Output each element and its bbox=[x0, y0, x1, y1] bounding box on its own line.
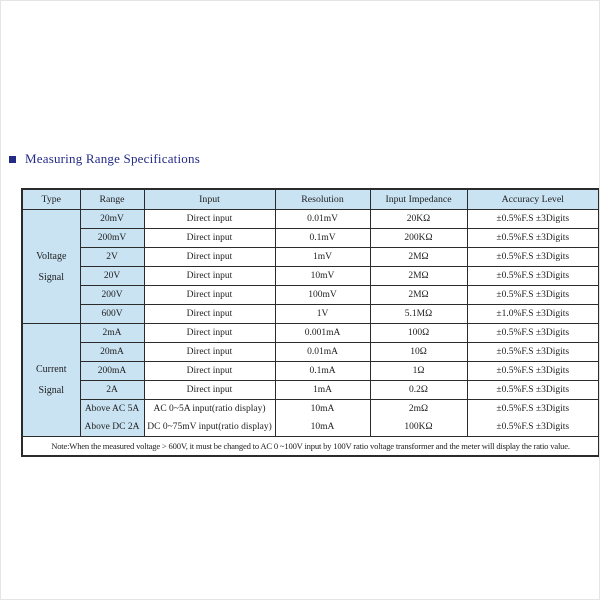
resolution-cell: 0.01mA bbox=[275, 343, 370, 362]
range-cell: 200V bbox=[80, 286, 144, 305]
input-cell: Direct input bbox=[144, 324, 275, 343]
impedance-cell: 2MΩ bbox=[370, 248, 467, 267]
range-cell: 2mA bbox=[80, 324, 144, 343]
range-cell: Above AC 5A bbox=[80, 400, 144, 419]
accuracy-cell: ±1.0%F.S ±3Digits bbox=[467, 305, 599, 324]
header-cell-accuracy: Accuracy Level bbox=[467, 189, 599, 210]
range-cell: 2A bbox=[80, 381, 144, 400]
header-cell-impedance: Input Impedance bbox=[370, 189, 467, 210]
table-row bbox=[22, 381, 599, 400]
accuracy-cell: ±0.5%F.S ±3Digits bbox=[467, 362, 599, 381]
impedance-cell: 20KΩ bbox=[370, 210, 467, 229]
impedance-cell: 0.2Ω bbox=[370, 381, 467, 400]
header-cell-input: Input bbox=[144, 189, 275, 210]
accuracy-cell: ±0.5%F.S ±3Digits bbox=[467, 248, 599, 267]
table-row bbox=[22, 400, 599, 419]
impedance-cell: 100Ω bbox=[370, 324, 467, 343]
range-cell: 200mA bbox=[80, 362, 144, 381]
table-row bbox=[22, 267, 599, 286]
impedance-cell: 5.1MΩ bbox=[370, 305, 467, 324]
type-cell-current bbox=[22, 324, 80, 437]
table-row bbox=[22, 305, 599, 324]
resolution-cell: 10mV bbox=[275, 267, 370, 286]
table-row bbox=[22, 343, 599, 362]
header-row bbox=[22, 189, 599, 210]
range-cell: Above DC 2A bbox=[80, 418, 144, 437]
table-row bbox=[22, 286, 599, 305]
input-cell: Direct input bbox=[144, 381, 275, 400]
range-cell: 2V bbox=[80, 248, 144, 267]
range-cell: 20V bbox=[80, 267, 144, 286]
table-row bbox=[22, 418, 599, 437]
type-cell-voltage bbox=[22, 210, 80, 324]
input-cell: DC 0~75mV input(ratio display) bbox=[144, 418, 275, 437]
resolution-cell: 0.1mV bbox=[275, 229, 370, 248]
impedance-cell: 10Ω bbox=[370, 343, 467, 362]
type-label-line: Current bbox=[35, 364, 67, 375]
resolution-cell: 100mV bbox=[275, 286, 370, 305]
resolution-cell: 10mA bbox=[275, 418, 370, 437]
accuracy-cell: ±0.5%F.S ±3Digits bbox=[467, 324, 599, 343]
range-cell: 600V bbox=[80, 305, 144, 324]
accuracy-cell: ±0.5%F.S ±3Digits bbox=[467, 229, 599, 248]
resolution-cell: 0.001mA bbox=[275, 324, 370, 343]
accuracy-cell: ±0.5%F.S ±3Digits bbox=[467, 210, 599, 229]
header-cell-range: Range bbox=[80, 189, 144, 210]
impedance-cell: 2MΩ bbox=[370, 267, 467, 286]
accuracy-cell: ±0.5%F.S ±3Digits bbox=[467, 381, 599, 400]
impedance-cell: 2mΩ bbox=[370, 400, 467, 419]
impedance-cell: 2MΩ bbox=[370, 286, 467, 305]
section-title bbox=[9, 151, 200, 167]
table-row bbox=[22, 229, 599, 248]
input-cell: AC 0~5A input(ratio display) bbox=[144, 400, 275, 419]
square-bullet-icon bbox=[9, 156, 16, 163]
type-label-line: Signal bbox=[38, 385, 65, 396]
header-cell-resolution: Resolution bbox=[275, 189, 370, 210]
type-label-line: Voltage bbox=[36, 250, 67, 262]
input-cell: Direct input bbox=[144, 229, 275, 248]
input-cell: Direct input bbox=[144, 305, 275, 324]
accuracy-cell: ±0.5%F.S ±3Digits bbox=[467, 400, 599, 419]
table-row bbox=[22, 362, 599, 381]
range-cell: 20mV bbox=[80, 210, 144, 229]
type-label-line: Signal bbox=[38, 271, 65, 283]
input-cell: Direct input bbox=[144, 286, 275, 305]
resolution-cell: 1mV bbox=[275, 248, 370, 267]
impedance-cell: 100KΩ bbox=[370, 418, 467, 437]
input-cell: Direct input bbox=[144, 343, 275, 362]
table-row bbox=[22, 248, 599, 267]
section-title-label: Measuring Range Specifications bbox=[25, 151, 200, 166]
accuracy-cell: ±0.5%F.S ±3Digits bbox=[467, 286, 599, 305]
table-row bbox=[22, 210, 599, 229]
resolution-cell: 1V bbox=[275, 305, 370, 324]
input-cell: Direct input bbox=[144, 248, 275, 267]
input-cell: Direct input bbox=[144, 210, 275, 229]
range-cell: 20mA bbox=[80, 343, 144, 362]
resolution-cell: 1mA bbox=[275, 381, 370, 400]
note-row bbox=[22, 437, 599, 457]
measuring-range-table bbox=[21, 188, 600, 457]
impedance-cell: 1Ω bbox=[370, 362, 467, 381]
header-cell-type: Type bbox=[22, 189, 80, 210]
input-cell: Direct input bbox=[144, 267, 275, 286]
input-cell: Direct input bbox=[144, 362, 275, 381]
table-row bbox=[22, 324, 599, 343]
range-cell: 200mV bbox=[80, 229, 144, 248]
impedance-cell: 200KΩ bbox=[370, 229, 467, 248]
resolution-cell: 0.01mV bbox=[275, 210, 370, 229]
accuracy-cell: ±0.5%F.S ±3Digits bbox=[467, 343, 599, 362]
resolution-cell: 10mA bbox=[275, 400, 370, 419]
note-text: Note:When the measured voltage > 600V, it must be changed to AC 0 ~100V input by 100V ratio voltage transformer and the meter will display the ratio value. bbox=[22, 437, 599, 457]
accuracy-cell: ±0.5%F.S ±3Digits bbox=[467, 418, 599, 437]
resolution-cell: 0.1mA bbox=[275, 362, 370, 381]
accuracy-cell: ±0.5%F.S ±3Digits bbox=[467, 267, 599, 286]
